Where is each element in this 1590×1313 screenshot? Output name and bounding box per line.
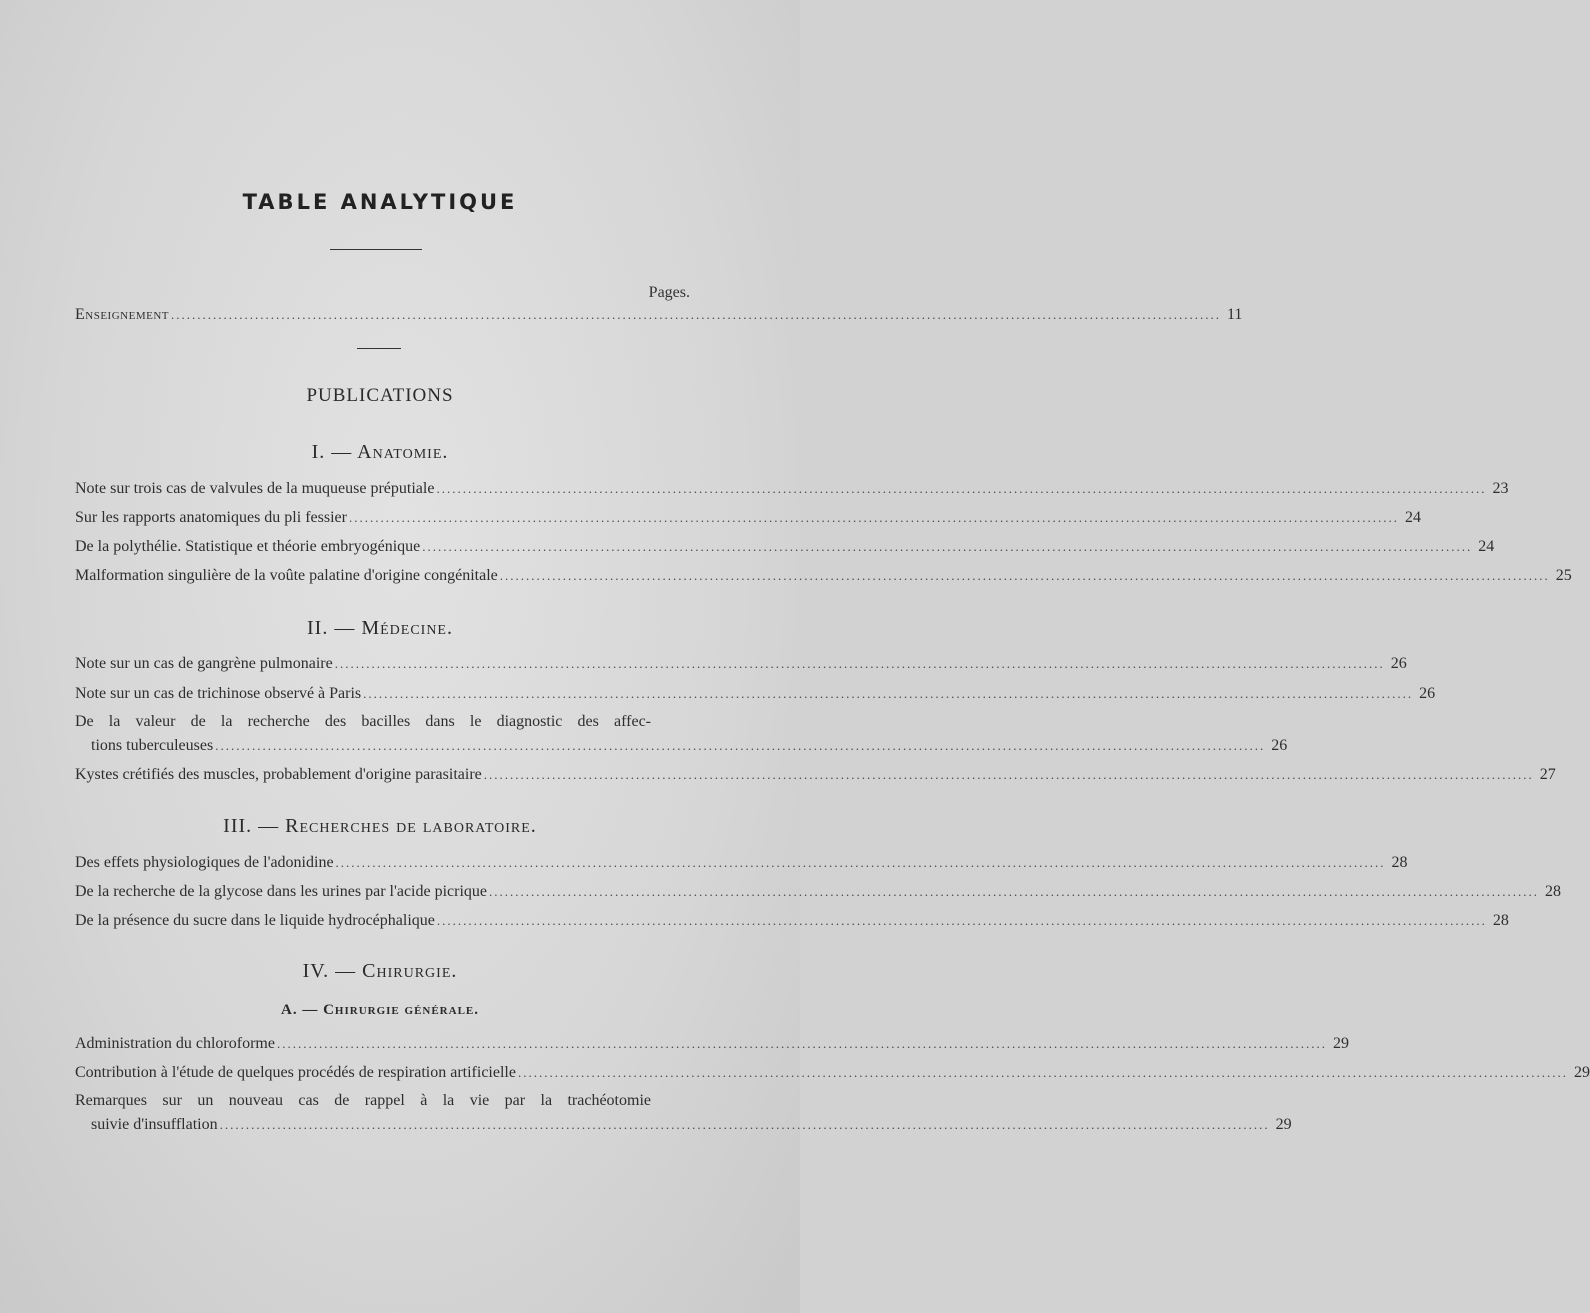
toc-entry-page: 11 <box>1227 306 1243 323</box>
toc-entry-title: Contribution à l'étude de quelques procédés de respiration artificielle <box>75 1064 516 1081</box>
dot-leader: ........................................................................................................................................................................................................ <box>334 656 1385 671</box>
dot-leader: ........................................................................................................................................................................................................ <box>335 855 1386 870</box>
toc-entry-page: 26 <box>1419 685 1436 702</box>
toc-entry[interactable] <box>75 509 1421 527</box>
toc-entry[interactable] <box>75 538 1495 556</box>
toc-entry[interactable] <box>75 567 1572 585</box>
toc-entry-page: 26 <box>1271 737 1288 754</box>
toc-entry[interactable] <box>75 766 1556 784</box>
toc-entry-page: 27 <box>1539 766 1556 783</box>
page-title: TABLE ANALYTIQUE <box>242 190 518 214</box>
toc-entry-page: 28 <box>1545 883 1562 900</box>
dot-leader: ........................................................................................................................................................................................................ <box>436 913 1487 928</box>
pages-column-label: Pages. <box>648 284 690 301</box>
dot-leader: ........................................................................................................................................................................................................ <box>219 1117 1270 1132</box>
toc-entry-title: Note sur un cas de gangrène pulmonaire <box>75 655 333 672</box>
dot-leader: ........................................................................................................................................................................................................ <box>489 884 1540 899</box>
dot-leader: ........................................................................................................................................................................................................ <box>348 510 1399 525</box>
dot-leader: ........................................................................................................................................................................................................ <box>422 539 1473 554</box>
section-heading-recherches: III. — Recherches de laboratoire. <box>223 815 537 837</box>
toc-entry-title: Note sur trois cas de valvules de la muqueuse préputiale <box>75 480 435 497</box>
toc-entry-page: 26 <box>1390 655 1407 672</box>
toc-entry-title-line2: tions tuberculeuses <box>91 737 214 754</box>
toc-entry-title-line1[interactable]: De la valeur de la recherche des bacilles dans le diagnostic des affec- <box>75 713 651 730</box>
toc-entry[interactable] <box>75 655 1407 673</box>
toc-entry[interactable] <box>75 883 1562 901</box>
toc-entry[interactable] <box>75 854 1408 872</box>
toc-entry-title: Note sur un cas de trichinose observé à Paris <box>75 685 362 702</box>
toc-entry[interactable] <box>75 480 1509 498</box>
toc-entry[interactable] <box>75 1035 1349 1053</box>
toc-entry-title: De la présence du sucre dans le liquide hydrocéphalique <box>75 912 435 929</box>
toc-entry[interactable] <box>75 1064 1590 1082</box>
toc-entry-page: 29 <box>1275 1116 1292 1133</box>
dot-leader: ........................................................................................................................................................................................................ <box>215 738 1266 753</box>
toc-entry-title: Enseignement <box>75 306 169 323</box>
toc-entry-title: Kystes crétifiés des muscles, probablement d'origine parasitaire <box>75 766 482 783</box>
publications-heading: PUBLICATIONS <box>306 385 454 406</box>
toc-entry-page: 28 <box>1492 912 1509 929</box>
toc-entry-title: De la polythélie. Statistique et théorie embryogénique <box>75 538 421 555</box>
dot-leader: ........................................................................................................................................................................................................ <box>517 1065 1568 1080</box>
toc-entry-title: Sur les rapports anatomiques du pli fessier <box>75 509 347 526</box>
toc-entry[interactable] <box>91 1116 1292 1134</box>
toc-entry-enseignement[interactable] <box>75 306 1243 324</box>
toc-entry[interactable] <box>91 737 1288 755</box>
section-heading-anatomie: I. — Anatomie. <box>311 441 449 463</box>
toc-entry-title: De la recherche de la glycose dans les urines par l'acide picrique <box>75 883 488 900</box>
toc-entry-page: 25 <box>1555 567 1572 584</box>
toc-entry-title: Malformation singulière de la voûte palatine d'origine congénitale <box>75 567 498 584</box>
toc-entry[interactable] <box>75 912 1509 930</box>
dot-leader: ........................................................................................................................................................................................................ <box>363 686 1414 701</box>
toc-entry-page: 29 <box>1573 1064 1590 1081</box>
toc-entry-title: Administration du chloroforme <box>75 1035 275 1052</box>
toc-entry-page: 29 <box>1332 1035 1349 1052</box>
section-heading-medecine: II. — Médecine. <box>307 617 453 639</box>
dot-leader: ........................................................................................................................................................................................................ <box>436 481 1487 496</box>
toc-entry-page: 24 <box>1404 509 1421 526</box>
toc-entry-page: 28 <box>1391 854 1408 871</box>
toc-entry-page: 24 <box>1478 538 1495 555</box>
toc-entry[interactable] <box>75 685 1436 703</box>
section-heading-chirurgie: IV. — Chirurgie. <box>302 960 458 982</box>
toc-entry-title: Des effets physiologiques de l'adonidine <box>75 854 334 871</box>
toc-entry-title-line1[interactable]: Remarques sur un nouveau cas de rappel à la vie par la trachéotomie <box>75 1092 651 1109</box>
dot-leader: ........................................................................................................................................................................................................ <box>171 307 1221 322</box>
toc-entry-page: 23 <box>1492 480 1509 497</box>
title-divider <box>330 249 422 250</box>
dot-leader: ........................................................................................................................................................................................................ <box>499 568 1550 583</box>
dot-leader: ........................................................................................................................................................................................................ <box>276 1036 1327 1051</box>
dot-leader: ........................................................................................................................................................................................................ <box>483 767 1534 782</box>
toc-entry-title-line2: suivie d'insufflation <box>91 1116 218 1133</box>
subsection-heading-chirurgie-generale: A. — Chirurgie générale. <box>281 1002 479 1018</box>
section-divider <box>357 348 401 349</box>
